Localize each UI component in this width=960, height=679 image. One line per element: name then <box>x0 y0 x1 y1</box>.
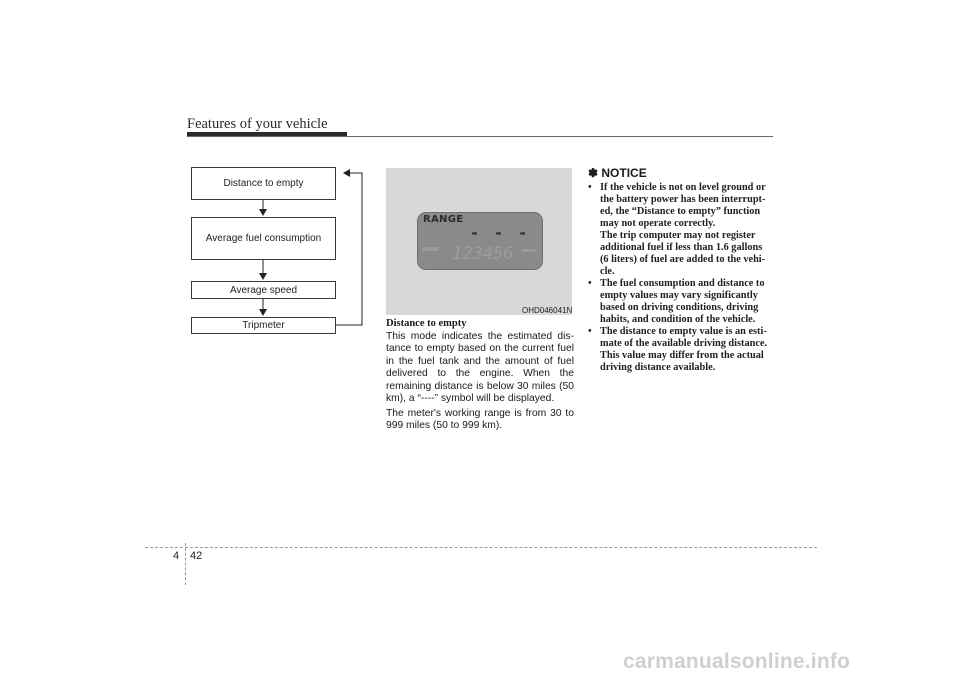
notice-line: based on driving conditions, driving <box>600 302 759 313</box>
lcd-ghost-segment <box>422 247 438 251</box>
notice-line: The distance to empty value is an esti- <box>600 326 767 337</box>
notice-line: driving distance available. <box>600 362 716 373</box>
page-number: 42 <box>190 550 203 562</box>
body-paragraph <box>386 331 574 405</box>
section-heading: Distance to empty <box>386 318 467 329</box>
chapter-number: 4 <box>173 550 180 562</box>
notice-list <box>588 182 775 374</box>
notice-item <box>588 326 775 374</box>
watermark: carmanualsonline.info <box>623 650 851 673</box>
lcd-range-label: RANGE <box>423 214 464 225</box>
notice-line: This value may differ from the actual <box>600 350 764 361</box>
notice-line: (6 liters) of fuel are added to the vehi- <box>600 254 766 265</box>
notice-line: The trip computer may not register <box>600 230 756 241</box>
header-rule <box>187 136 773 137</box>
footer-divider <box>185 543 186 585</box>
body-line: in the fuel tank and the amount of fuel <box>386 355 574 367</box>
body-line: The meter's working range is from 30 to <box>386 408 574 419</box>
notice-line: cle. <box>600 266 615 277</box>
header-rule-accent <box>187 132 347 136</box>
lcd-ghost-segment <box>522 249 536 252</box>
flow-arrows <box>180 160 380 350</box>
notice-item <box>588 182 775 278</box>
image-code: OHD046041N <box>522 306 573 315</box>
flow-box-label: Average fuel consumption <box>205 233 322 244</box>
body-paragraph <box>386 408 574 433</box>
notice-line: habits, and condition of the vehicle. <box>600 314 756 325</box>
body-line: delivered to the engine. When the <box>386 368 574 380</box>
notice-item <box>588 278 775 326</box>
body-line: This mode indicates the estimated dis- <box>386 331 574 342</box>
body-line: km), a “----” symbol will be displayed. <box>386 393 555 405</box>
notice-line: additional fuel if less than 1.6 gallons <box>600 242 763 253</box>
page-header-title: Features of your vehicle <box>187 116 328 132</box>
notice-title: ✽ NOTICE <box>588 166 647 180</box>
body-line: 999 miles (50 to 999 km). <box>386 420 503 432</box>
notice-line: ed, the “Distance to empty” function <box>600 206 761 217</box>
bullet-icon: • <box>588 326 592 337</box>
notice-line: may not operate correctly. <box>600 218 716 229</box>
flow-box-label: Distance to empty <box>223 178 304 189</box>
flow-return-arrow <box>336 173 362 325</box>
notice-line: empty values may vary significantly <box>600 290 758 301</box>
bullet-icon: • <box>588 182 592 193</box>
body-line: remaining distance is below 30 miles (50 <box>386 380 574 392</box>
lcd-odometer: 123456 <box>452 244 514 264</box>
flow-box-label: Average speed <box>229 284 298 296</box>
body-line: tance to empty based on the current fuel <box>386 343 574 355</box>
flow-box-label: Tripmeter <box>242 320 285 331</box>
notice-line: The fuel consumption and distance to <box>600 278 765 289</box>
notice-line: mate of the available driving distance. <box>600 338 768 349</box>
bullet-icon: • <box>588 278 592 289</box>
notice-line: If the vehicle is not on level ground or <box>600 182 766 193</box>
notice-line: the battery power has been interrupt- <box>600 194 766 205</box>
lcd-range-value: - - - <box>470 224 531 242</box>
footer-rule <box>145 547 817 548</box>
